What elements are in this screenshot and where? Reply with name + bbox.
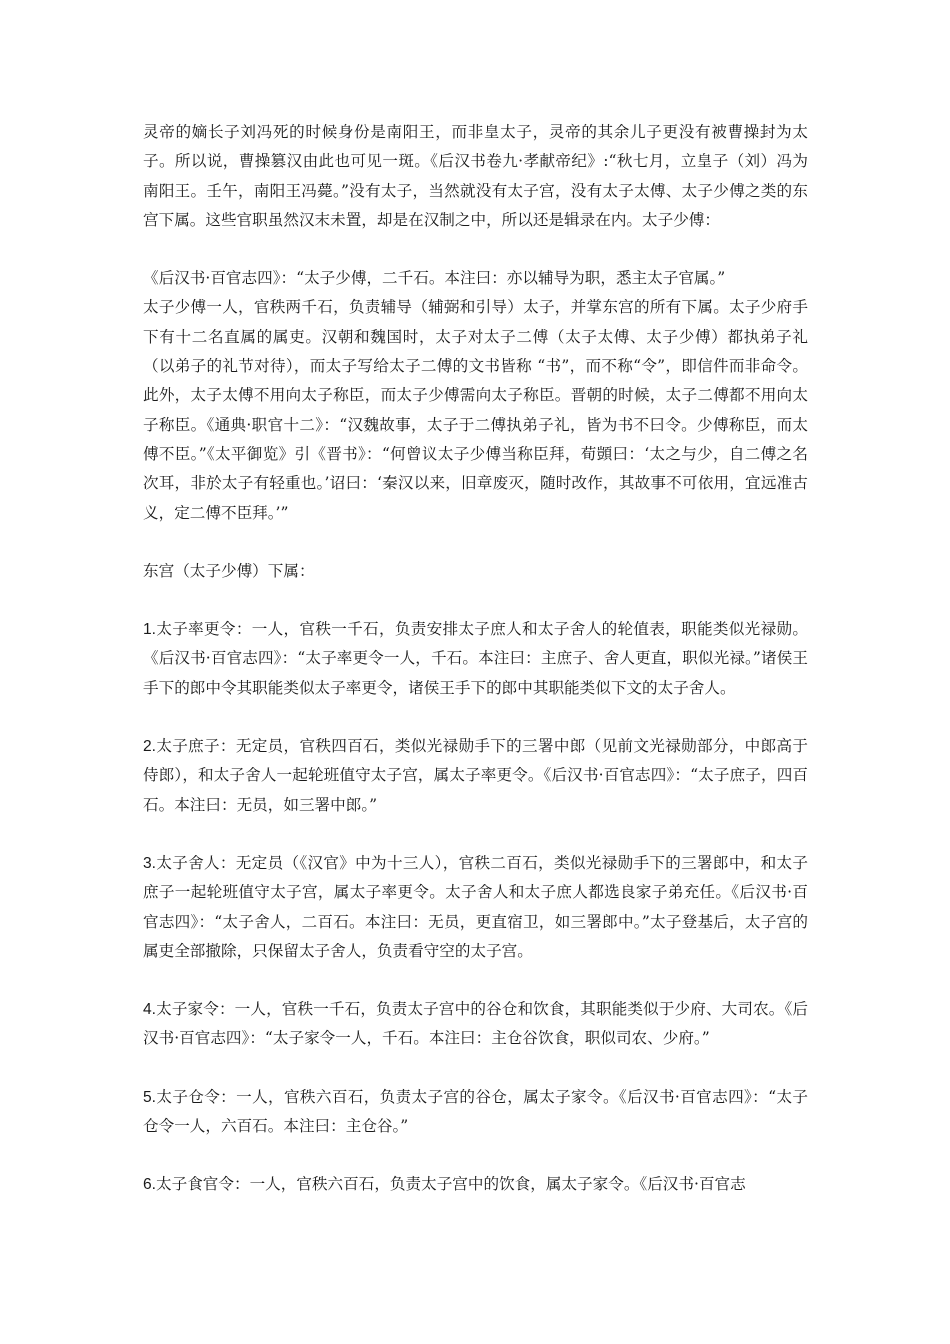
intro-paragraph: 灵帝的嫡长子刘冯死的时候身份是南阳王，而非皇太子，灵帝的其余儿子更没有被曹操封为太子。所以说，曹操篡汉由此也可见一斑。《后汉书卷九·孝献帝纪》:“秋七月，立皇子（刘）冯为南阳王。壬午，南阳王冯薨。”没有太子，当然就没有太子宫，没有太子太傅、太子少傅之类的东宫下属。这些官职虽然汉末未置，却是在汉制之中，所以还是辑录在内。太子少傅： bbox=[143, 123, 808, 229]
item-text: 太子舍人：无定员（《汉官》中为十三人），官秩二百石，类似光禄勋手下的三署郎中，和太子庶子一起轮班值守太子宫，属太子率更令。太子舍人和太子庶人都选良家子弟充任。《后汉书·百官志四》：“太子舍人，二百石。本注曰：无员，更直宿卫，如三署郎中。”太子登基后，太子宫的属吏全部撤除，只保留太子舍人，负责看守空的太子宫。 bbox=[143, 853, 808, 960]
list-item bbox=[143, 1170, 808, 1199]
item-text: 太子仓令：一人，官秩六百石，负责太子宫的谷仓，属太子家令。《后汉书·百官志四》：“太子仓令一人，六百石。本注曰：主仓谷。” bbox=[143, 1087, 808, 1136]
item-number: 5. bbox=[143, 1088, 157, 1106]
subordinates-heading: 东宫（太子少傅）下属： bbox=[143, 561, 315, 580]
shaofu-description-paragraph: 太子少傅一人，官秩两千石，负责辅导（辅弼和引导）太子，并掌东宫的所有下属。太子少府手下有十二名直属的属吏。汉朝和魏国时，太子对太子二傅（太子太傅、太子少傅）都执弟子礼（以弟子的礼节对待），而太子写给太子二傅的文书皆称 “书”，而不称“令”，即信件而非命令。此外，太子太傅不用向太子称臣，而太子少傅需向太子称臣。晋朝的时候，太子二傅都不用向太子称臣。《通典·职官十二》：“汉魏故事，太子于二傅执弟子礼，皆为书不曰令。少傅称臣，而太傅不臣。”《太平御览》引《晋书》：“何曾议太子少傅当称臣拜，荀顗曰：‘太之与少，自二傅之名次耳，非於太子有轻重也。’诏曰：‘秦汉以来，旧章废灭，随时改作，其故事不可依用，宜远准古义，定二傅不臣拜。’” bbox=[143, 298, 808, 522]
list-item bbox=[143, 995, 808, 1054]
list-item bbox=[143, 849, 808, 966]
item-number: 2. bbox=[143, 738, 157, 756]
list-item bbox=[143, 732, 808, 820]
item-text: 太子家令：一人，官秩一千石，负责太子宫中的谷仓和饮食，其职能类似于少府、大司农。《后汉书·百官志四》：“太子家令一人，千石。本注曰：主仓谷饮食，职似司农、少府。” bbox=[143, 1000, 808, 1048]
quote-paragraph: 《后汉书·百官志四》：“太子少傅，二千石。本注曰：亦以辅导为职，悉主太子官属。” bbox=[143, 269, 726, 288]
item-text: 太子食官令：一人，官秩六百石，负责太子宫中的饮食，属太子家令。《后汉书·百官志 bbox=[156, 1175, 746, 1194]
item-text: 太子庶子：无定员，官秩四百石，类似光禄勋手下的三署中郎（见前文光禄勋部分，中郎高于侍郎），和太子舍人一起轮班值守太子宫，属太子率更令。《后汉书·百官志四》：“太子庶子，四百石。本注曰：无员，如三署中郎。” bbox=[143, 737, 808, 814]
item-number: 4. bbox=[143, 1001, 157, 1019]
item-text: 太子率更令：一人，官秩一千石，负责安排太子庶人和太子舍人的轮值表，职能类似光禄勋。《后汉书·百官志四》：“太子率更令一人，千石。本注曰：主庶子、舍人更直，职似光禄。”诸侯王手下的郎中令其职能类似太子率更令，诸侯王手下的郎中其职能类似下文的太子舍人。 bbox=[143, 620, 808, 697]
item-number: 6. bbox=[143, 1176, 157, 1194]
list-item bbox=[143, 1083, 808, 1142]
item-number: 3. bbox=[143, 854, 157, 872]
list-item bbox=[143, 615, 808, 703]
item-number: 1. bbox=[143, 621, 157, 639]
document-body bbox=[143, 118, 808, 1200]
